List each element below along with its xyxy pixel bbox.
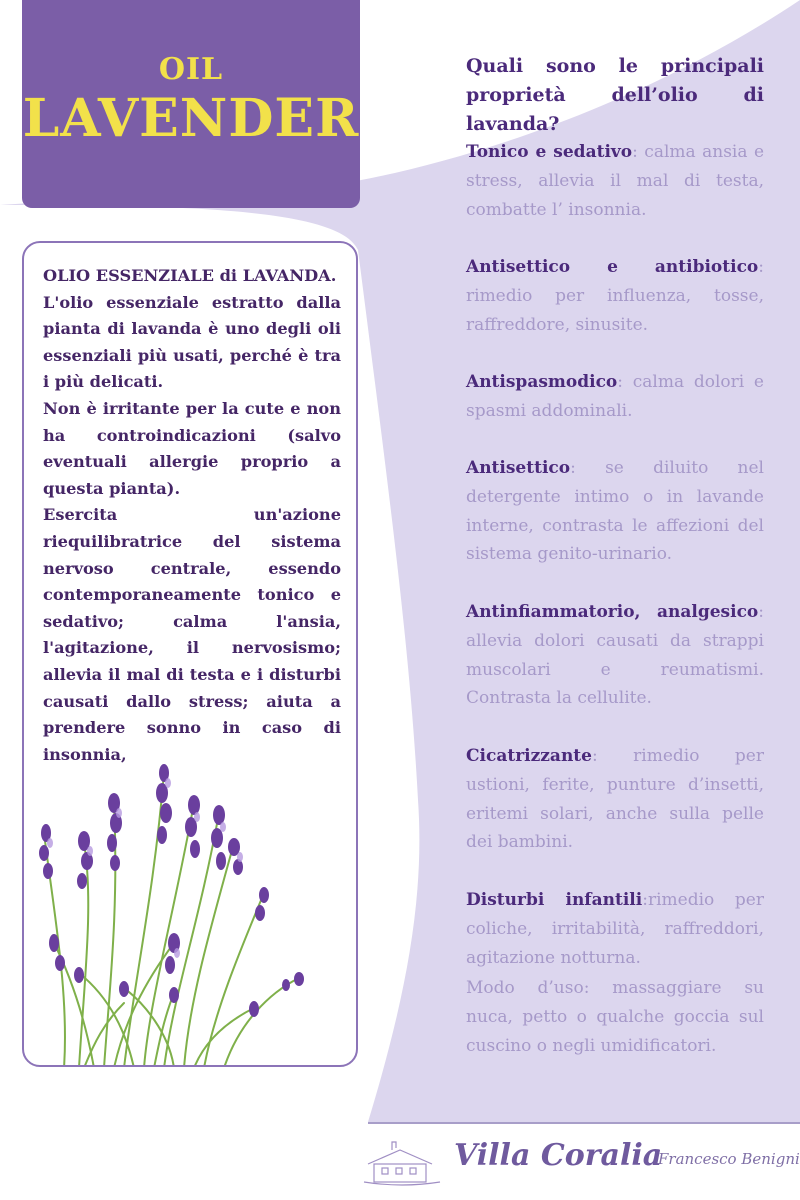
property-item <box>466 454 764 569</box>
property-title: Antinfiammatorio, analgesico <box>466 602 759 622</box>
title-big: LAVENDER <box>22 88 360 149</box>
lavender-illustration <box>24 743 358 1067</box>
property-item <box>466 886 764 972</box>
property-title: Antispasmodico <box>466 372 618 392</box>
title-banner <box>22 0 360 208</box>
property-text: : rimedio per influenza, tosse, raffreddore, sinusite. <box>466 257 764 335</box>
property-title: Antisettico <box>466 458 571 478</box>
card-paragraph-1: L'olio essenziale estratto dalla pianta di lavanda è uno degli oli essenziali più usati, perché è tra i più delicati. <box>43 292 341 392</box>
property-item <box>466 253 764 339</box>
property-text: : calma ansia e stress, allevia il mal di testa, combatte l’ insonnia. <box>466 142 765 220</box>
footer-divider <box>368 1122 800 1124</box>
property-item <box>466 138 764 224</box>
brand-name: Villa Coralia <box>454 1138 663 1173</box>
description-text <box>43 263 341 768</box>
property-title: Tonico e sedativo <box>466 142 633 162</box>
card-paragraph-3: Esercita un'azione riequilibratrice del sistema nervoso centrale, essendo contemporaneamente tonico e sedativo; calma l'ansia, l'agitazione, il nervosismo; allevia il mal di testa e i disturbi causati dallo stress; aiuta a prendere sonno in caso di insonnia, <box>43 505 341 764</box>
question-heading: Quali sono le principali proprietà dell’olio di lavanda? <box>466 55 764 135</box>
property-text: :rimedio per coliche, irritabilità, raffreddori, agitazione notturna. <box>466 890 764 968</box>
usage-text: Modo d’uso: massaggiare su nuca, petto o qualche goccia sul cuscino o negli umidificatori. <box>466 978 764 1056</box>
card-heading: OLIO ESSENZIALE di LAVANDA. <box>43 266 337 285</box>
property-text: : rimedio per ustioni, ferite, punture d’insetti, eritemi solari, anche sulla pelle dei bambini. <box>466 746 764 853</box>
property-text: : se diluito nel detergente intimo o in lavande interne, contrasta le affezioni del sistema genito-urinario. <box>466 458 764 565</box>
property-text: : calma dolori e spasmi addominali. <box>466 372 764 421</box>
signature: Francesco Benigni <box>658 1150 800 1168</box>
property-text: : allevia dolori causati da strappi muscolari e reumatismi. Contrasta la cellulite. <box>466 602 764 709</box>
property-title: Disturbi infantili <box>466 890 643 910</box>
property-item <box>466 742 764 857</box>
property-title: Antisettico e antibiotico <box>466 257 759 277</box>
property-item <box>466 368 764 426</box>
property-item <box>466 598 764 713</box>
title-small: OIL <box>158 52 224 87</box>
card-paragraph-2: Non è irritante per la cute e non ha controindicazioni (salvo eventuali allergie proprio a questa pianta). <box>43 398 341 498</box>
description-card <box>22 241 358 1067</box>
property-title: Cicatrizzante <box>466 746 592 766</box>
